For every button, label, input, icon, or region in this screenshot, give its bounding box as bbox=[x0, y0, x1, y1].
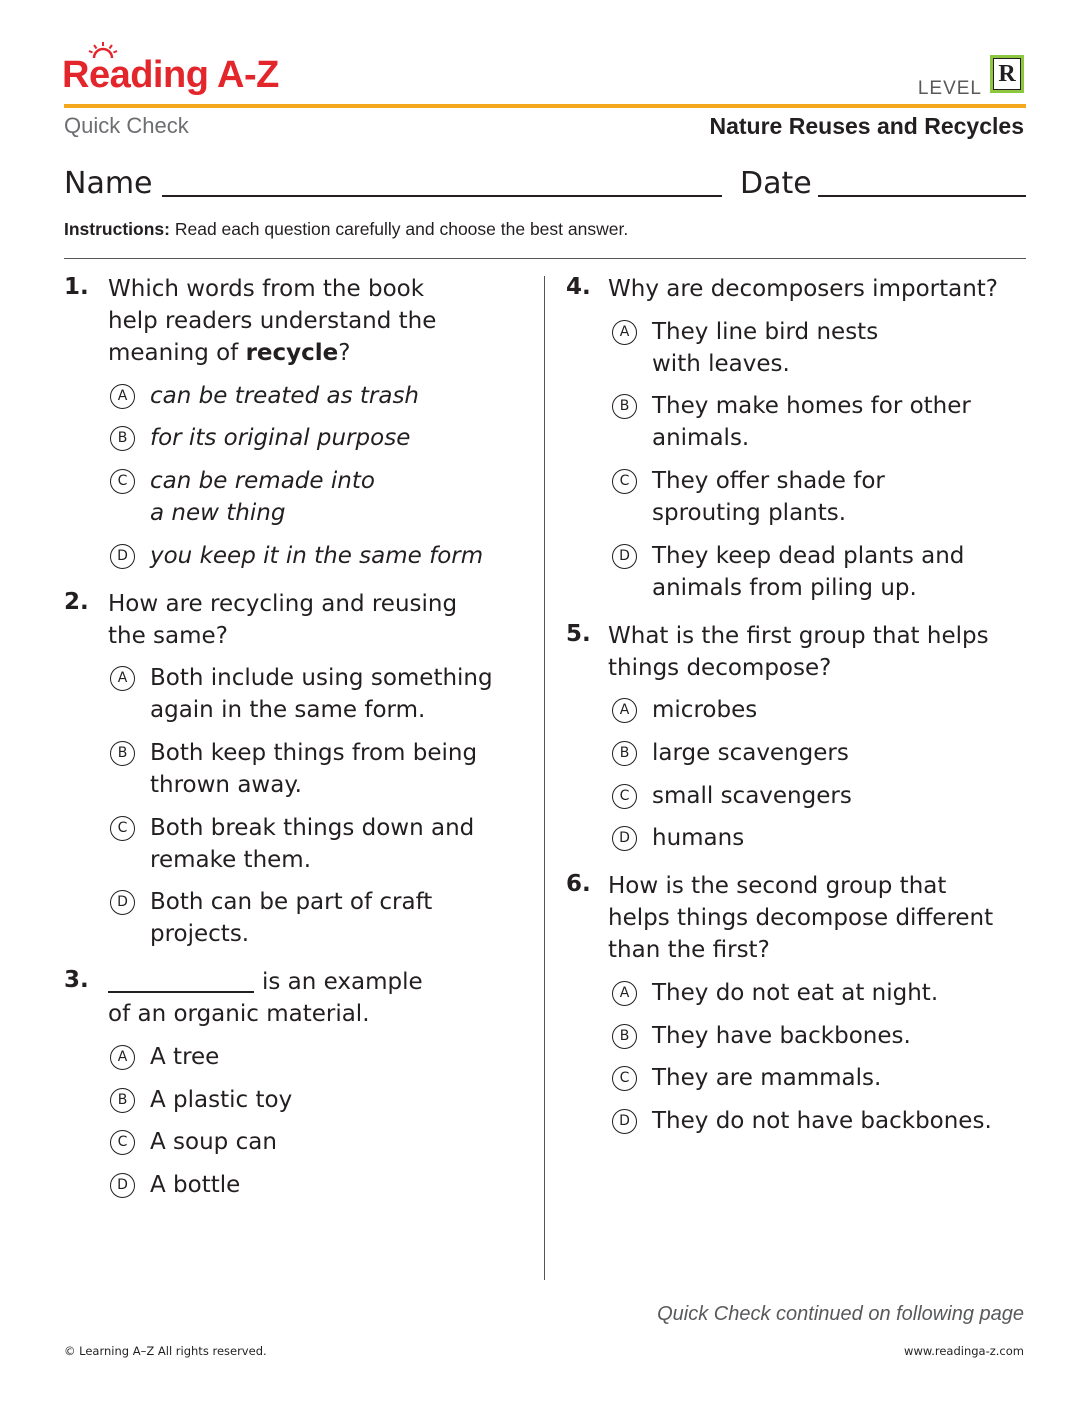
question-line: Which words from the book bbox=[108, 276, 425, 302]
answer-bubble[interactable]: D bbox=[110, 890, 135, 915]
answer-bubble[interactable]: D bbox=[612, 826, 637, 851]
answer-text: Both can be part of craft projects. bbox=[150, 889, 433, 947]
question-5-text bbox=[608, 620, 989, 684]
question-line: help readers understand the bbox=[108, 308, 437, 334]
question-line: How are recycling and reusing bbox=[108, 591, 458, 617]
answer-bubble[interactable]: B bbox=[110, 426, 135, 451]
question-4-number: 4. bbox=[566, 274, 591, 300]
keyword: recycle bbox=[245, 340, 339, 366]
answer-text: They offer shade for sprouting plants. bbox=[652, 468, 885, 526]
logo-text: Reading A-Z bbox=[62, 54, 279, 96]
answer-bubble[interactable]: D bbox=[110, 1173, 135, 1198]
answer-text: you keep it in the same form bbox=[150, 543, 484, 569]
answer-bubble[interactable]: D bbox=[612, 1109, 637, 1134]
instructions-label: Instructions: bbox=[64, 219, 170, 239]
answer-text: A bottle bbox=[150, 1172, 241, 1198]
answer-bubble[interactable]: C bbox=[612, 1066, 637, 1091]
level-label: LEVEL bbox=[917, 78, 982, 99]
answer-text: large scavengers bbox=[652, 740, 849, 766]
level-letter: R bbox=[993, 58, 1021, 90]
question-3-text: is an example bbox=[262, 969, 423, 995]
question-line: than the first? bbox=[608, 937, 770, 963]
header-rule bbox=[64, 104, 1026, 108]
column-divider bbox=[544, 276, 545, 1280]
question-line: things decompose? bbox=[608, 655, 832, 681]
question-4-text: Why are decomposers important? bbox=[608, 276, 999, 302]
quick-check-label: Quick Check bbox=[64, 113, 189, 138]
website-link[interactable]: www.readinga-z.com bbox=[904, 1344, 1024, 1358]
question-2-number: 2. bbox=[64, 589, 89, 615]
divider bbox=[64, 258, 1026, 259]
question-line: helps things decompose different bbox=[608, 905, 994, 931]
answer-text: They do not have backbones. bbox=[652, 1108, 992, 1134]
answer-bubble[interactable]: C bbox=[612, 469, 637, 494]
question-3-number: 3. bbox=[64, 967, 89, 993]
answer-text: for its original purpose bbox=[150, 425, 411, 451]
answer-bubble[interactable]: A bbox=[612, 698, 637, 723]
question-3-text-line2: of an organic material. bbox=[108, 1001, 370, 1027]
question-6-text bbox=[608, 870, 993, 966]
answer-bubble[interactable]: D bbox=[612, 544, 637, 569]
answer-text: Both break things down and remake them. bbox=[150, 815, 475, 873]
answer-bubble[interactable]: B bbox=[110, 741, 135, 766]
reading-az-logo bbox=[62, 42, 279, 100]
answer-text: They are mammals. bbox=[652, 1065, 882, 1091]
answer-bubble[interactable]: B bbox=[612, 1024, 637, 1049]
question-6-number: 6. bbox=[566, 871, 591, 897]
answer-text: They make homes for other animals. bbox=[652, 393, 971, 451]
answer-text: They line bird nests with leaves. bbox=[652, 319, 879, 377]
answer-bubble[interactable]: C bbox=[110, 1130, 135, 1155]
answer-bubble[interactable]: B bbox=[612, 741, 637, 766]
level-badge bbox=[990, 55, 1024, 93]
answer-bubble[interactable]: A bbox=[612, 981, 637, 1006]
question-line: What is the first group that helps bbox=[608, 623, 989, 649]
fill-in-blank[interactable] bbox=[108, 991, 254, 993]
instructions bbox=[64, 219, 628, 240]
answer-bubble[interactable]: B bbox=[612, 394, 637, 419]
question-line: How is the second group that bbox=[608, 873, 947, 899]
question-1-text bbox=[108, 273, 436, 369]
question-2-text bbox=[108, 588, 457, 652]
instructions-text: Read each question carefully and choose the best answer. bbox=[169, 219, 629, 239]
answer-text: Both include using something again in the same form. bbox=[150, 665, 493, 723]
answer-bubble[interactable]: C bbox=[110, 469, 135, 494]
answer-bubble[interactable]: A bbox=[110, 1045, 135, 1070]
name-label: Name bbox=[64, 166, 153, 201]
answer-text: Both keep things from being thrown away. bbox=[150, 740, 478, 798]
answer-bubble[interactable]: B bbox=[110, 1088, 135, 1113]
date-field[interactable] bbox=[818, 195, 1026, 197]
book-title: Nature Reuses and Recycles bbox=[709, 113, 1024, 139]
answer-bubble[interactable]: A bbox=[110, 384, 135, 409]
question-line: the same? bbox=[108, 623, 228, 649]
answer-bubble[interactable]: A bbox=[612, 320, 637, 345]
answer-text: A soup can bbox=[150, 1129, 277, 1155]
answer-bubble[interactable]: C bbox=[110, 816, 135, 841]
copyright: © Learning A–Z All rights reserved. bbox=[64, 1344, 267, 1358]
name-field[interactable] bbox=[162, 195, 722, 197]
question-line: meaning of recycle? bbox=[108, 340, 351, 366]
date-label: Date bbox=[740, 166, 812, 201]
answer-text: microbes bbox=[652, 697, 758, 723]
answer-text: can be treated as trash bbox=[150, 383, 420, 409]
answer-bubble[interactable]: C bbox=[612, 784, 637, 809]
answer-text: They do not eat at night. bbox=[652, 980, 939, 1006]
continued-note: Quick Check continued on following page bbox=[657, 1303, 1024, 1325]
answer-bubble[interactable]: A bbox=[110, 666, 135, 691]
answer-text: A plastic toy bbox=[150, 1087, 293, 1113]
answer-text: They keep dead plants and animals from piling up. bbox=[652, 543, 965, 601]
question-5-number: 5. bbox=[566, 621, 591, 647]
answer-text: humans bbox=[652, 825, 745, 851]
answer-text: They have backbones. bbox=[652, 1023, 911, 1049]
question-1-number: 1. bbox=[64, 274, 89, 300]
answer-text: A tree bbox=[150, 1044, 220, 1070]
answer-bubble[interactable]: D bbox=[110, 544, 135, 569]
answer-text: small scavengers bbox=[652, 783, 852, 809]
answer-text: can be remade into a new thing bbox=[150, 468, 375, 526]
